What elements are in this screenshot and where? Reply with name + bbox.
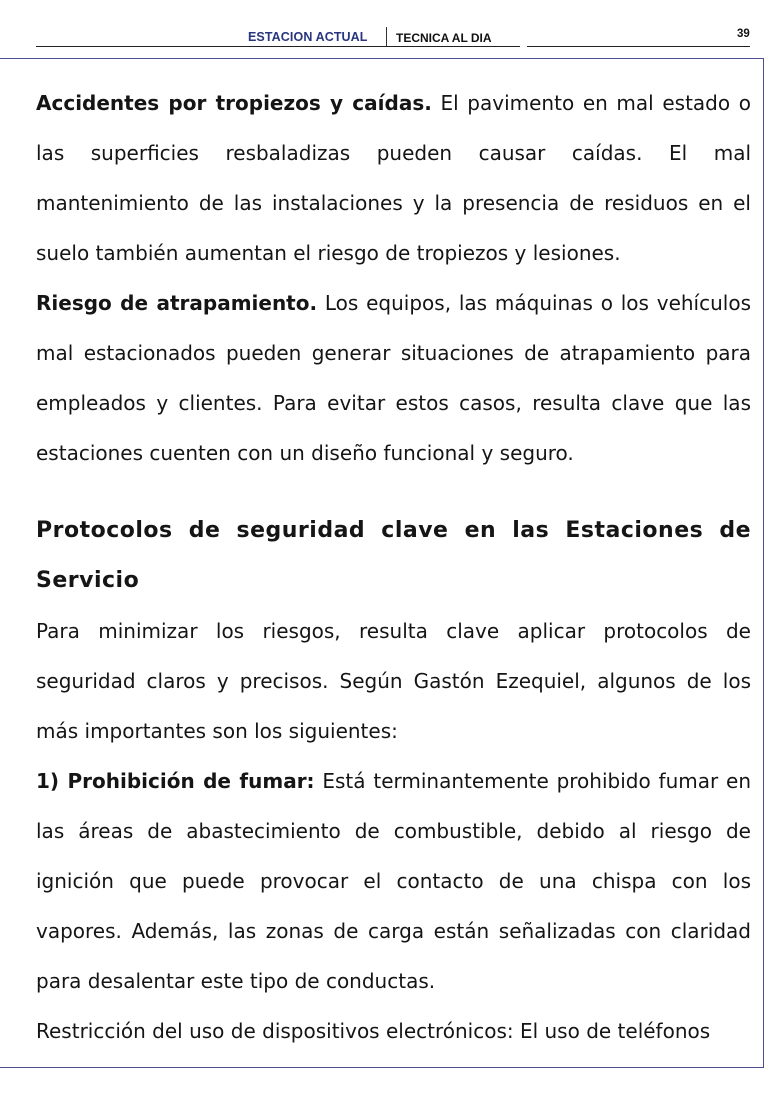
page-number: 39 xyxy=(737,28,750,40)
header-rule-left xyxy=(36,46,520,47)
paragraph-atrapamiento xyxy=(36,278,751,478)
paragraph-tropiezos xyxy=(36,78,751,278)
paragraph-fumar xyxy=(36,756,751,1006)
paragraph-intro: Para minimizar los riesgos, resulta clave aplicar protocolos de seguridad claros y precisos. Según Gastón Ezequiel, algunos de los más importantes son los siguientes: xyxy=(36,619,751,743)
page-header xyxy=(0,0,779,60)
header-rule-right xyxy=(527,46,750,47)
article-body xyxy=(36,78,751,1056)
paragraph-lead: 1) Prohibición de fumar: xyxy=(36,769,315,793)
paragraph-dispositivos: Restricción del uso de dispositivos electrónicos: El uso de teléfonos xyxy=(36,1019,711,1043)
header-subsection-title: TECNICA AL DIA xyxy=(396,31,492,45)
paragraph-text: El pavimento en mal estado o las superficies resbaladizas pueden causar caídas. El mal mantenimiento de las instalaciones y la presencia de residuos en el suelo también aumentan el riesgo de tropiezos y lesiones. xyxy=(36,91,751,265)
paragraph-text: Está terminantemente prohibido fumar en las áreas de abastecimiento de combustible, debido al riesgo de ignición que puede provocar el contacto de una chispa con los vapores. Además, las zonas de carga están señalizadas con claridad para desalentar este tipo de conductas. xyxy=(36,769,751,993)
header-section-title: ESTACION ACTUAL xyxy=(248,30,368,44)
paragraph-lead: Accidentes por tropiezos y caídas. xyxy=(36,91,432,115)
section-heading: Protocolos de seguridad clave en las Estaciones de Servicio xyxy=(36,518,751,593)
paragraph-lead: Riesgo de atrapamiento. xyxy=(36,291,318,315)
header-separator xyxy=(386,27,387,46)
paragraph-text: Los equipos, las máquinas o los vehículos mal estacionados pueden generar situaciones de atrapamiento para empleados y clientes. Para evitar estos casos, resulta clave que las estaciones cuenten con un diseño funcional y seguro. xyxy=(36,291,751,465)
